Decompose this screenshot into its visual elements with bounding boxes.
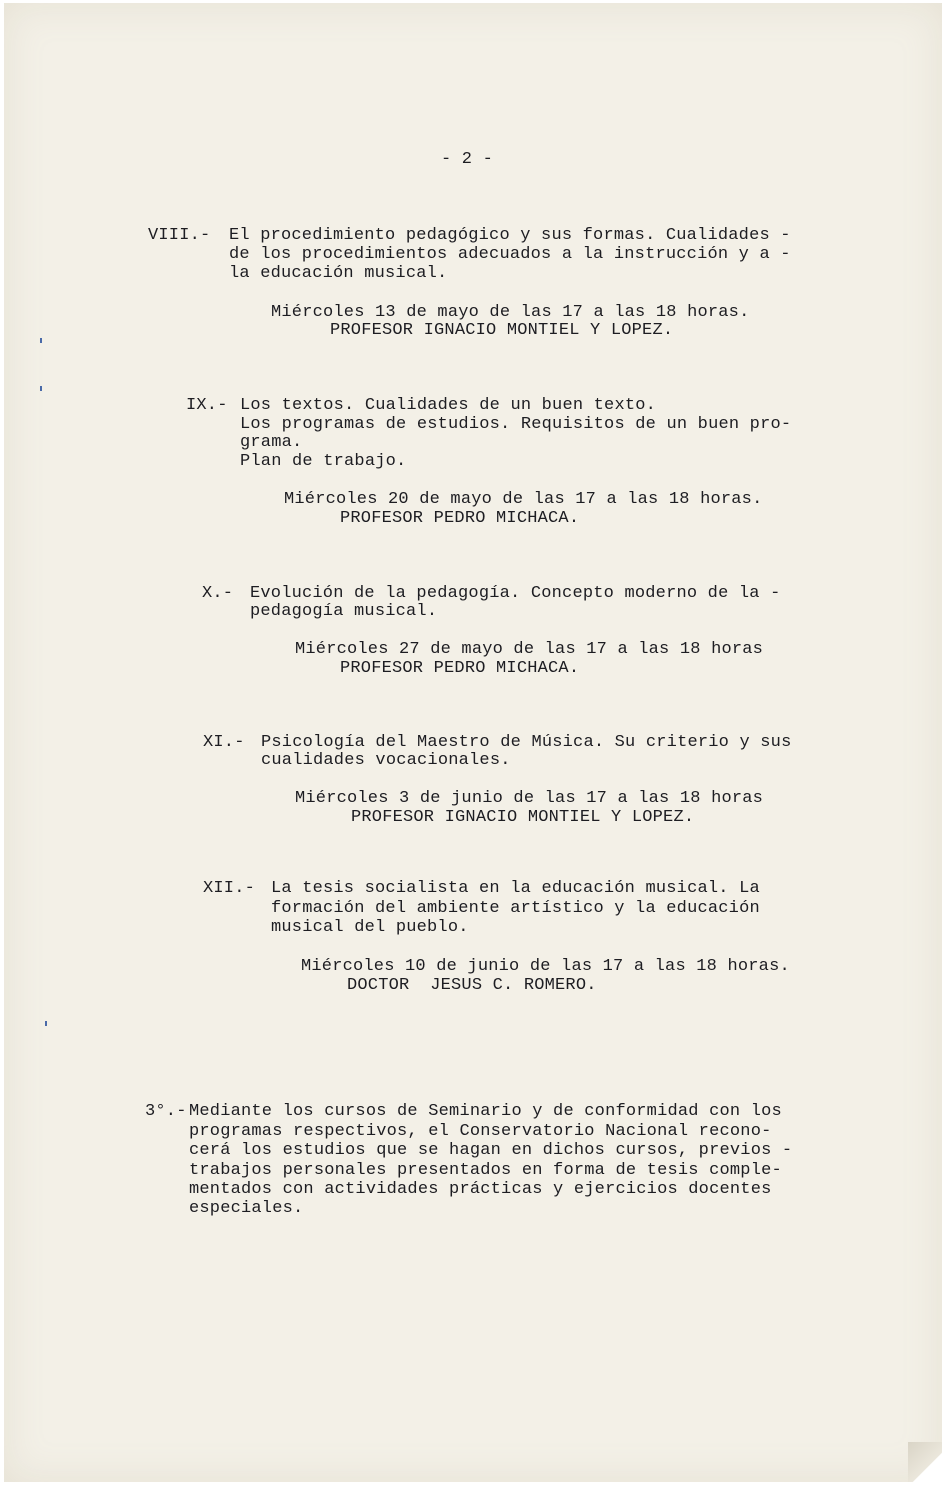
paragraph-text-line: Mediante los cursos de Seminario y de conformidad con los — [189, 1102, 782, 1121]
paragraph-text-line: mentados con actividades prácticas y ejercicios docentes — [189, 1180, 772, 1199]
paragraph-text-line: programas respectivos, el Conservatorio Nacional recono- — [189, 1122, 772, 1141]
section-schedule: Miércoles 10 de junio de las 17 a las 18 horas. — [301, 957, 790, 976]
margin-mark — [40, 386, 42, 391]
section-schedule: Miércoles 27 de mayo de las 17 a las 18 horas — [295, 640, 764, 659]
section-professor: PROFESOR IGNACIO MONTIEL Y LOPEZ. — [351, 808, 695, 827]
paragraph-text-line: trabajos personales presentados en forma de tesis comple- — [189, 1161, 782, 1180]
section-text-line: la educación musical. — [229, 264, 448, 283]
section-text-line: cualidades vocacionales. — [261, 751, 511, 770]
margin-mark — [45, 1021, 47, 1026]
paragraph-numeral: 3°.- — [145, 1102, 187, 1121]
section-text-line: Plan de trabajo. — [240, 452, 407, 471]
paragraph-text-line: cerá los estudios que se hagan en dichos cursos, previos - — [189, 1141, 793, 1160]
margin-mark — [40, 338, 42, 343]
section-numeral: XII.- — [203, 879, 256, 898]
section-text-line: Los textos. Cualidades de un buen texto. — [240, 396, 657, 415]
section-professor: PROFESOR IGNACIO MONTIEL Y LOPEZ. — [330, 321, 674, 340]
paragraph-text-line: especiales. — [189, 1199, 304, 1218]
section-numeral: XI.- — [203, 733, 245, 752]
section-text-line: Psicología del Maestro de Música. Su criterio y sus — [261, 733, 792, 752]
page-corner-curl — [908, 1442, 942, 1482]
section-numeral: IX.- — [186, 396, 228, 415]
section-schedule: Miércoles 20 de mayo de las 17 a las 18 horas. — [284, 490, 763, 509]
section-text-line: La tesis socialista en la educación musical. La — [271, 879, 760, 898]
section-text-line: pedagogía musical. — [250, 602, 438, 621]
section-text-line: grama. — [240, 433, 303, 452]
section-text-line: Evolución de la pedagogía. Concepto moderno de la - — [250, 584, 781, 603]
section-professor: PROFESOR PEDRO MICHACA. — [340, 509, 580, 528]
page-number: - 2 - — [441, 150, 494, 169]
section-text-line: musical del pueblo. — [271, 918, 469, 937]
section-text-line: El procedimiento pedagógico y sus formas. Cualidades - — [229, 226, 791, 245]
section-professor: PROFESOR PEDRO MICHACA. — [340, 659, 580, 678]
section-schedule: Miércoles 3 de junio de las 17 a las 18 horas — [295, 789, 764, 808]
section-numeral: VIII.- — [148, 226, 211, 245]
section-numeral: X.- — [202, 584, 234, 603]
section-text-line: Los programas de estudios. Requisitos de un buen pro- — [240, 415, 792, 434]
section-professor: DOCTOR JESUS C. ROMERO. — [347, 976, 597, 995]
section-text-line: formación del ambiente artístico y la educación — [271, 899, 760, 918]
section-schedule: Miércoles 13 de mayo de las 17 a las 18 horas. — [271, 303, 750, 322]
section-text-line: de los procedimientos adecuados a la instrucción y a - — [229, 245, 791, 264]
